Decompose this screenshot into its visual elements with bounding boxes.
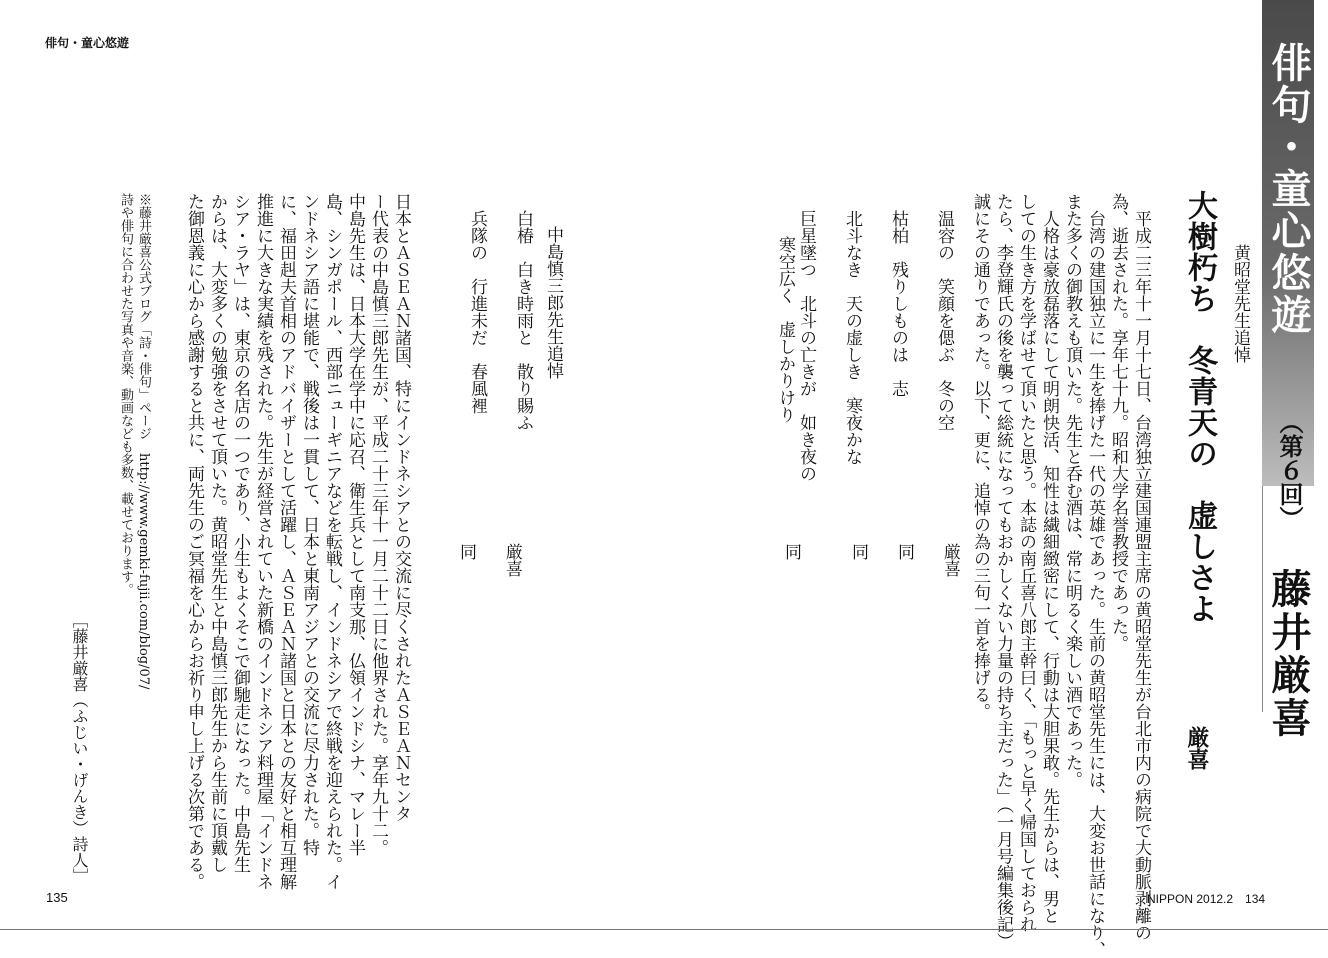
episode-label: （第６回） bbox=[1275, 410, 1303, 530]
bottom-rule bbox=[0, 929, 1328, 930]
body-line: 推進に大きな実績を残された。先生が経営されていた新橋のインドネシア料理屋「インドネ bbox=[253, 193, 273, 890]
haiku-line: 温容の 笑顔を偲ぶ 冬の空 bbox=[934, 210, 954, 431]
note-line: ※藤井厳喜公式ブログ「詩・俳句」ページ http://www.gemki-fujii.com/blog/07/ bbox=[136, 193, 151, 690]
haiku-line: 兵隊の 行進未だ 春風裡 bbox=[467, 210, 487, 414]
haiku-block-nakajima bbox=[454, 210, 546, 550]
body-line: ンドネシア語に堪能で、戦後は一貫して、日本と東南アジアとの交流に尽力された。特 bbox=[299, 193, 319, 856]
body-line: 平成二三年十一月十七日、台湾独立建国連盟主席の黄昭堂先生が台北市内の病院で大動脈剥離の bbox=[1131, 193, 1151, 941]
body-line: 中島先生は、日本大学在学中に応召、衛生兵として南支那、仏領インドシナ、マレー半 bbox=[345, 193, 365, 856]
body-line: 日本とＡＳＥＡＮ諸国、特にインドネシアとの交流に尽くされたＡＳＥＡＮセンタ bbox=[391, 193, 411, 822]
note-line: 詩や俳句に合わせた写真や音楽、動画なども多数、載せております。 bbox=[118, 193, 133, 596]
haiku-line: 白椿 白き時雨と 散り賜ふ bbox=[513, 210, 533, 431]
section-heading-ko: 黄昭堂先生追悼 bbox=[1230, 244, 1250, 363]
page-number-left: 135 bbox=[46, 890, 68, 905]
body-line: からは、大変多くの勉強をさせて頂いた。黄昭堂先生と中島慎三郎先生から生前に頂戴し bbox=[207, 193, 227, 873]
blog-note bbox=[116, 193, 152, 713]
body-line: 台湾の建国独立に一生を捧げた一代の英雄であった。生前の黄昭堂先生には、大変お世話になり、 bbox=[1085, 193, 1105, 958]
left-body-text bbox=[176, 193, 412, 890]
body-line: たら、李登輝氏の後を襲って総統になってもおかしくない力量の持ち主だった」（一月号編集後記） bbox=[993, 193, 1013, 950]
haiku-author: 同 bbox=[456, 543, 476, 560]
body-line: 島、シンガポール、西部ニューギニアなどを転戦し、インドネシアで終戦を迎えられた。イ bbox=[322, 193, 342, 890]
body-line: しての生き方を学ばせて頂いたと思う。本誌の南丘喜八郎主幹曰く、「もっと早く帰国しておられ bbox=[1016, 193, 1036, 933]
body-line: 誠にその通りであった。以下、更に、追悼の為の三句一首を捧げる。 bbox=[970, 193, 990, 720]
side-divider bbox=[1262, 486, 1263, 712]
running-head: 俳句・童心悠遊 bbox=[45, 36, 130, 50]
main-haiku-author: 厳喜 bbox=[1184, 726, 1210, 770]
author-name: 藤井厳喜 bbox=[1265, 568, 1311, 740]
haiku-line: 枯柏 残りしものは 志 bbox=[888, 210, 908, 397]
haiku-author: 厳喜 bbox=[940, 543, 960, 577]
body-line: ー代表の中島慎三郎先生が、平成二十三年十一月二十二日に他界された。享年九十二。 bbox=[368, 193, 388, 856]
body-line: に、福田赳夫首相のアドバイザーとして活躍し、ＡＳＥＡＮ諸国と日本との友好と相互理解 bbox=[276, 193, 296, 890]
body-line: シア・ラヤ」は、東京の名店の一つであり、小生もよくそこで御馳走になった。中島先生 bbox=[230, 193, 250, 873]
right-body-text bbox=[966, 193, 1152, 958]
haiku-continuation: 寒空広く 虚しかりけり bbox=[775, 236, 795, 423]
body-line: た御恩義に心から感謝すると共に、両先生のご冥福を心からお祈り申し上げる次第である。 bbox=[184, 193, 204, 890]
haiku-author: 同 bbox=[848, 543, 868, 560]
main-haiku: 大樹朽ち 冬青天の 虚しさよ bbox=[1182, 190, 1217, 624]
series-title: 俳句・童心悠遊 bbox=[1265, 42, 1311, 336]
body-line: 人格は豪放磊落にして明朗快活、知性は繊細緻密にして、行動は大胆果敢。先生からは、男と bbox=[1039, 193, 1059, 924]
haiku-line: 北斗なき 天の虚しき 寒夜かな bbox=[842, 210, 862, 465]
author-byline: ［藤井厳喜（ふじい・げんき）詩人］ bbox=[70, 612, 89, 884]
body-line: 為、逝去された。享年七十九。昭和大学名誉教授であった。 bbox=[1108, 193, 1128, 652]
body-line: また多くの御教えも頂いた。先生と呑む酒は、常に明るく楽しい酒であった。 bbox=[1062, 193, 1082, 788]
section-heading-nakajima: 中島慎三郎先生追悼 bbox=[543, 226, 563, 379]
haiku-author: 同 bbox=[781, 543, 801, 560]
haiku-author: 厳喜 bbox=[502, 543, 522, 577]
haiku-author: 同 bbox=[894, 543, 914, 560]
haiku-block-ko bbox=[783, 210, 967, 550]
page-number-right: NIPPON 2012.2 134 bbox=[1147, 892, 1266, 906]
haiku-line: 巨星墜つ 北斗の亡きが 如き夜の bbox=[796, 210, 816, 482]
